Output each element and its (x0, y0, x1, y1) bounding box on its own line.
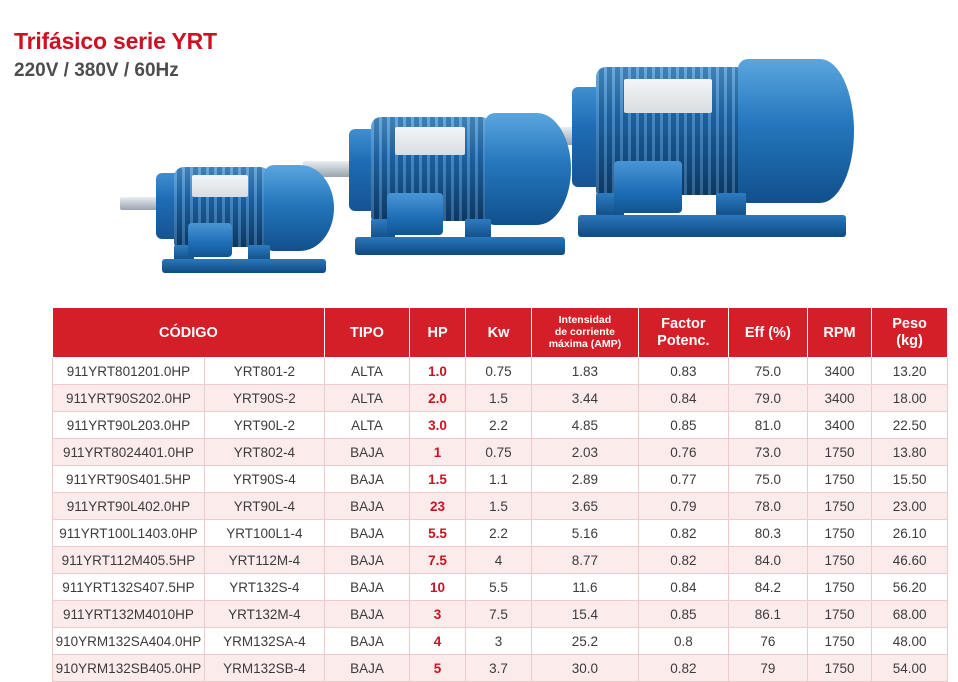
motor-terminal-box (188, 223, 232, 257)
column-header-peso-line1: Peso (892, 316, 927, 333)
cell-hp: 3.0 (410, 412, 466, 439)
cell-peso: 13.20 (872, 358, 948, 385)
cell-hp: 2.0 (410, 385, 466, 412)
cell-hp: 1.5 (410, 466, 466, 493)
cell-hp: 3 (410, 601, 466, 628)
cell-fp: 0.82 (638, 655, 728, 682)
cell-peso: 22.50 (872, 412, 948, 439)
cell-codigo: 911YRT90S202.0HP (53, 385, 205, 412)
cell-hp: 7.5 (410, 547, 466, 574)
cell-hp: 4 (410, 628, 466, 655)
cell-fp: 0.84 (638, 385, 728, 412)
cell-kw: 1.5 (466, 385, 532, 412)
cell-modelo: YRT90L-4 (204, 493, 324, 520)
cell-amp: 25.2 (531, 628, 638, 655)
motor-terminal-box (614, 161, 682, 213)
cell-peso: 13.80 (872, 439, 948, 466)
column-header-fp-line1: Factor (661, 316, 706, 333)
page-title: Trifásico serie YRT (14, 28, 217, 54)
cell-modelo: YRM132SA-4 (204, 628, 324, 655)
cell-codigo: 911YRT90L203.0HP (53, 412, 205, 439)
cell-eff: 75.0 (728, 466, 807, 493)
cell-amp: 5.16 (531, 520, 638, 547)
motor-rear-housing (738, 59, 854, 203)
cell-eff: 84.0 (728, 547, 807, 574)
cell-fp: 0.79 (638, 493, 728, 520)
cell-eff: 79.0 (728, 385, 807, 412)
cell-fp: 0.84 (638, 574, 728, 601)
cell-peso: 26.10 (872, 520, 948, 547)
column-header-hp: HP (410, 308, 466, 358)
cell-tipo: ALTA (324, 358, 409, 385)
cell-peso: 46.60 (872, 547, 948, 574)
motor-rear-housing (485, 113, 571, 225)
cell-tipo: BAJA (324, 574, 409, 601)
cell-rpm: 1750 (807, 601, 871, 628)
table-body (53, 358, 948, 682)
cell-hp: 5 (410, 655, 466, 682)
cell-codigo: 911YRT112M405.5HP (53, 547, 205, 574)
table-row (53, 493, 948, 520)
cell-rpm: 1750 (807, 439, 871, 466)
cell-rpm: 1750 (807, 493, 871, 520)
cell-peso: 54.00 (872, 655, 948, 682)
cell-modelo: YRT90S-4 (204, 466, 324, 493)
cell-eff: 78.0 (728, 493, 807, 520)
three-electric-motors-photo (100, 55, 890, 295)
cell-hp: 1.0 (410, 358, 466, 385)
table-row (53, 655, 948, 682)
cell-hp: 10 (410, 574, 466, 601)
cell-tipo: BAJA (324, 466, 409, 493)
cell-modelo: YRT100L1-4 (204, 520, 324, 547)
cell-rpm: 1750 (807, 628, 871, 655)
cell-kw: 3 (466, 628, 532, 655)
cell-fp: 0.82 (638, 520, 728, 547)
cell-rpm: 1750 (807, 547, 871, 574)
motor-foot-right (716, 193, 746, 217)
cell-modelo: YRT90S-2 (204, 385, 324, 412)
cell-fp: 0.8 (638, 628, 728, 655)
cell-peso: 68.00 (872, 601, 948, 628)
cell-tipo: BAJA (324, 655, 409, 682)
motor-base-plate (578, 215, 846, 237)
cell-codigo: 911YRT132S407.5HP (53, 574, 205, 601)
motor-rear-housing (264, 165, 334, 251)
motor-base-plate (162, 259, 326, 273)
cell-codigo: 911YRT90S401.5HP (53, 466, 205, 493)
cell-hp: 23 (410, 493, 466, 520)
cell-eff: 84.2 (728, 574, 807, 601)
column-header-kw: Kw (466, 308, 532, 358)
cell-fp: 0.85 (638, 601, 728, 628)
cell-fp: 0.77 (638, 466, 728, 493)
cell-rpm: 3400 (807, 358, 871, 385)
column-header-amp-line3: máxima (AMP) (548, 337, 622, 350)
table-row (53, 466, 948, 493)
motor-nameplate (395, 127, 465, 155)
cell-modelo: YRM132SB-4 (204, 655, 324, 682)
cell-modelo: YRT112M-4 (204, 547, 324, 574)
cell-kw: 1.5 (466, 493, 532, 520)
cell-eff: 79 (728, 655, 807, 682)
cell-rpm: 3400 (807, 385, 871, 412)
cell-tipo: ALTA (324, 385, 409, 412)
cell-hp: 5.5 (410, 520, 466, 547)
cell-peso: 48.00 (872, 628, 948, 655)
cell-codigo: 911YRT801201.0HP (53, 358, 205, 385)
cell-codigo: 911YRT90L402.0HP (53, 493, 205, 520)
table-row (53, 439, 948, 466)
cell-amp: 2.03 (531, 439, 638, 466)
column-header-amp-line2: de corriente (554, 325, 615, 338)
page-subtitle: 220V / 380V / 60Hz (14, 60, 179, 82)
cell-kw: 4 (466, 547, 532, 574)
cell-modelo: YRT132M-4 (204, 601, 324, 628)
cell-tipo: BAJA (324, 439, 409, 466)
column-header-amp-line1: Intensidad (558, 314, 612, 326)
cell-modelo: YRT801-2 (204, 358, 324, 385)
cell-tipo: BAJA (324, 547, 409, 574)
cell-fp: 0.83 (638, 358, 728, 385)
motor-foot-right (465, 219, 491, 239)
cell-fp: 0.82 (638, 547, 728, 574)
cell-kw: 7.5 (466, 601, 532, 628)
cell-eff: 81.0 (728, 412, 807, 439)
cell-eff: 86.1 (728, 601, 807, 628)
cell-rpm: 1750 (807, 655, 871, 682)
cell-fp: 0.76 (638, 439, 728, 466)
specs-table-wrap (52, 307, 948, 682)
table-row (53, 412, 948, 439)
cell-amp: 15.4 (531, 601, 638, 628)
cell-tipo: BAJA (324, 601, 409, 628)
table-row (53, 547, 948, 574)
table-row (53, 358, 948, 385)
cell-peso: 23.00 (872, 493, 948, 520)
cell-amp: 3.65 (531, 493, 638, 520)
cell-amp: 8.77 (531, 547, 638, 574)
column-header-rpm: RPM (807, 308, 871, 358)
cell-tipo: BAJA (324, 520, 409, 547)
cell-modelo: YRT132S-4 (204, 574, 324, 601)
cell-amp: 3.44 (531, 385, 638, 412)
column-header-eff: Eff (%) (728, 308, 807, 358)
column-header-factor-potencia (638, 308, 728, 358)
cell-codigo: 910YRM132SB405.0HP (53, 655, 205, 682)
cell-tipo: ALTA (324, 412, 409, 439)
motor-nameplate (624, 79, 712, 113)
cell-amp: 11.6 (531, 574, 638, 601)
cell-eff: 75.0 (728, 358, 807, 385)
cell-tipo: BAJA (324, 628, 409, 655)
cell-kw: 5.5 (466, 574, 532, 601)
column-header-codigo: CÓDIGO (53, 308, 325, 358)
cell-rpm: 3400 (807, 412, 871, 439)
column-header-amp (531, 308, 638, 358)
cell-codigo: 910YRM132SA404.0HP (53, 628, 205, 655)
column-header-fp-line2: Potenc. (657, 332, 710, 349)
table-header-row (53, 308, 948, 358)
motor-base-plate (355, 237, 565, 255)
cell-hp: 1 (410, 439, 466, 466)
cell-eff: 80.3 (728, 520, 807, 547)
cell-kw: 0.75 (466, 358, 532, 385)
cell-amp: 4.85 (531, 412, 638, 439)
cell-kw: 2.2 (466, 412, 532, 439)
motor-terminal-box (387, 193, 443, 235)
table-row (53, 385, 948, 412)
table-row (53, 601, 948, 628)
cell-tipo: BAJA (324, 493, 409, 520)
cell-rpm: 1750 (807, 466, 871, 493)
column-header-peso-line2: (kg) (896, 332, 923, 349)
cell-modelo: YRT802-4 (204, 439, 324, 466)
cell-codigo: 911YRT100L1403.0HP (53, 520, 205, 547)
cell-kw: 2.2 (466, 520, 532, 547)
cell-eff: 76 (728, 628, 807, 655)
table-row (53, 574, 948, 601)
cell-fp: 0.85 (638, 412, 728, 439)
cell-amp: 1.83 (531, 358, 638, 385)
table-row (53, 628, 948, 655)
cell-amp: 30.0 (531, 655, 638, 682)
motor-specs-table (52, 307, 948, 682)
cell-rpm: 1750 (807, 574, 871, 601)
column-header-tipo: TIPO (324, 308, 409, 358)
cell-eff: 73.0 (728, 439, 807, 466)
cell-peso: 15.50 (872, 466, 948, 493)
cell-kw: 1.1 (466, 466, 532, 493)
cell-kw: 0.75 (466, 439, 532, 466)
cell-kw: 3.7 (466, 655, 532, 682)
cell-peso: 56.20 (872, 574, 948, 601)
motor-nameplate (192, 175, 248, 197)
cell-modelo: YRT90L-2 (204, 412, 324, 439)
cell-codigo: 911YRT132M4010HP (53, 601, 205, 628)
cell-amp: 2.89 (531, 466, 638, 493)
cell-rpm: 1750 (807, 520, 871, 547)
column-header-peso (872, 308, 948, 358)
table-row (53, 520, 948, 547)
cell-peso: 18.00 (872, 385, 948, 412)
cell-codigo: 911YRT8024401.0HP (53, 439, 205, 466)
